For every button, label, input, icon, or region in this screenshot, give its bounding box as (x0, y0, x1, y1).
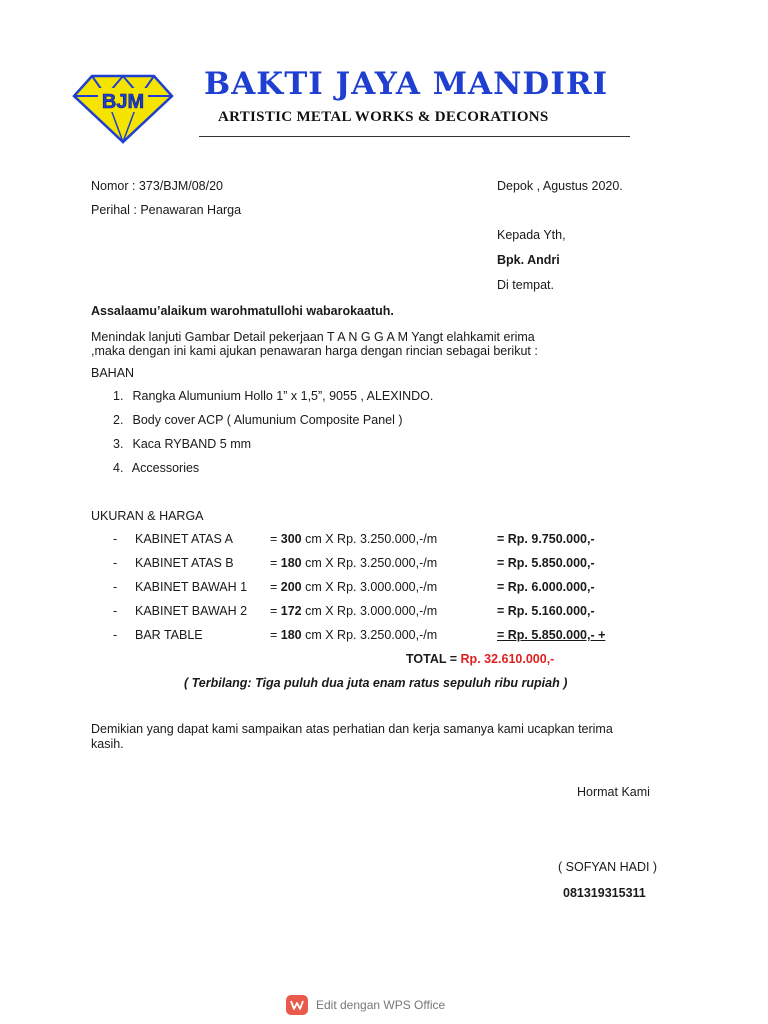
price-row-total: = Rp. 5.850.000,- + (497, 628, 606, 642)
price-row-item: KABINET BAWAH 1 (135, 580, 248, 594)
recipient-to: Kepada Yth, (497, 228, 566, 242)
bahan-item-text: Body cover ACP ( Alumunium Composite Panel ) (132, 413, 403, 427)
price-row-total: = Rp. 6.000.000,- (497, 580, 595, 594)
price-row-calc (270, 556, 437, 570)
place-date: Depok , Agustus 2020. (497, 179, 623, 193)
calc-size: 200 (280, 580, 302, 594)
bahan-item-number: 4. (113, 461, 124, 475)
signatory-phone: 081319315311 (563, 886, 646, 900)
calc-eq: = (270, 604, 281, 618)
intro-line-1: Menindak lanjuti Gambar Detail pekerjaan T A N G G A M Yangt elahkamit erima (91, 330, 535, 344)
recipient-name: Bpk. Andri (497, 253, 560, 267)
price-row-dash: - (113, 532, 118, 546)
recipient-place: Di tempat. (497, 278, 554, 292)
bahan-heading: BAHAN (91, 366, 135, 380)
calc-size: 172 (280, 604, 302, 618)
calc-eq: = (270, 628, 281, 642)
bahan-item-number: 2. (113, 413, 124, 427)
bahan-item (113, 437, 251, 451)
bahan-item (113, 461, 199, 475)
price-row-total: = Rp. 5.160.000,- (497, 604, 595, 618)
grand-total-label: TOTAL = (406, 652, 461, 666)
letter-number: Nomor : 373/BJM/08/20 (91, 179, 224, 193)
price-row-item: KABINET BAWAH 2 (135, 604, 248, 618)
company-tagline: ARTISTIC METAL WORKS & DECORATIONS (218, 109, 549, 125)
ukuran-heading: UKURAN & HARGA (91, 509, 204, 523)
calc-size: 180 (280, 628, 302, 642)
price-row-total: = Rp. 5.850.000,- (497, 556, 595, 570)
price-row-calc (270, 604, 437, 618)
amount-in-words: ( Terbilang: Tiga puluh dua juta enam ratus sepuluh ribu rupiah ) (184, 676, 568, 690)
calc-eq: = (270, 532, 281, 546)
price-row-dash: - (113, 604, 118, 618)
closing-line-1: Demikian yang dapat kami sampaikan atas perhatian dan kerja samanya kami ucapkan terima (91, 722, 613, 736)
price-row-dash: - (113, 628, 118, 642)
bahan-item-text: Accessories (131, 461, 200, 475)
signature-regards: Hormat Kami (577, 785, 650, 799)
intro-line-2: ,maka dengan ini kami ajukan penawaran harga dengan rincian sebagai berikut : (91, 344, 538, 358)
price-row-item: KABINET ATAS B (135, 556, 234, 570)
calc-rate: cm X Rp. 3.250.000,-/m (301, 532, 438, 546)
bahan-item-number: 1. (113, 389, 124, 403)
calc-rate: cm X Rp. 3.250.000,-/m (301, 628, 438, 642)
grand-total-value: Rp. 32.610.000,- (460, 652, 555, 666)
price-row-dash: - (113, 556, 118, 570)
calc-rate: cm X Rp. 3.000.000,-/m (301, 580, 438, 594)
price-row-item: KABINET ATAS A (135, 532, 233, 546)
price-row-calc (270, 580, 437, 594)
price-row-item: BAR TABLE (135, 628, 203, 642)
diamond-logo-icon (72, 72, 174, 144)
greeting: Assalaamu’alaikum warohmatullohi wabarokaatuh. (91, 304, 394, 318)
bahan-item-text: Rangka Alumunium Hollo 1” x 1,5”, 9055 , ALEXINDO. (132, 389, 434, 403)
logo-text: BJM (101, 91, 145, 113)
company-logo (72, 72, 174, 144)
closing-line-2: kasih. (91, 737, 124, 751)
bahan-item (113, 413, 403, 427)
price-row-calc (270, 628, 437, 642)
price-row-dash: - (113, 580, 118, 594)
letter-subject: Perihal : Penawaran Harga (91, 203, 242, 217)
signatory-name: ( SOFYAN HADI ) (558, 860, 658, 874)
calc-eq: = (270, 580, 281, 594)
calc-rate: cm X Rp. 3.000.000,-/m (301, 604, 438, 618)
price-row-total: = Rp. 9.750.000,- (497, 532, 595, 546)
grand-total (406, 652, 554, 666)
header-divider (199, 136, 630, 137)
calc-eq: = (270, 556, 281, 570)
wps-edit-link[interactable] (286, 995, 445, 1015)
company-name: BAKTI JAYA MANDIRI (204, 66, 609, 102)
wps-office-icon (286, 995, 308, 1015)
bahan-item (113, 389, 433, 403)
bahan-item-number: 3. (113, 437, 124, 451)
calc-size: 300 (280, 532, 302, 546)
price-row-calc (270, 532, 437, 546)
calc-rate: cm X Rp. 3.250.000,-/m (301, 556, 438, 570)
calc-size: 180 (280, 556, 302, 570)
wps-edit-label: Edit dengan WPS Office (316, 998, 446, 1012)
bahan-item-text: Kaca RYBAND 5 mm (132, 437, 252, 451)
